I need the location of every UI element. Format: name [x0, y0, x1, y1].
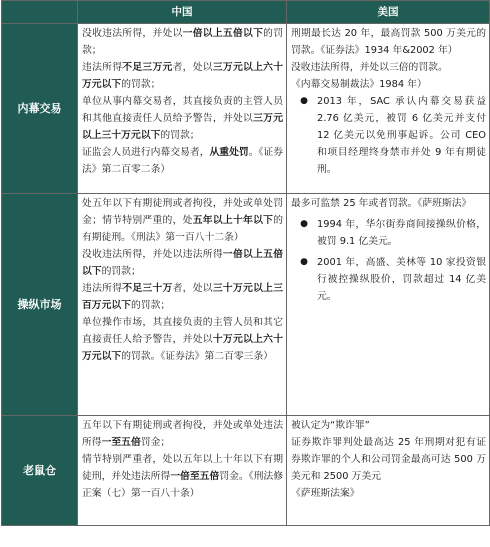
usa-paragraph: 刑期最长达 20 年，最高罚款 500 万美元的罚款。《证券法》1934 年&2002 年）: [291, 28, 486, 56]
china-clause: [82, 59, 283, 93]
usa-paragraph: 《内幕交易制裁法》1984 年）: [291, 79, 427, 90]
china-cell: [78, 194, 287, 416]
usa-paragraph: 最多可监禁 25 年或者罚款。《萨班斯法》: [291, 198, 472, 209]
bold-text: 五年以上十年以下: [192, 215, 274, 226]
china-clause: [82, 280, 283, 314]
bold-text: 三万元以上三十万元以下: [82, 113, 284, 141]
text-segment: 的罚款。《证券法》第二百零三条）: [121, 351, 274, 362]
row-market-manipulation: [2, 194, 490, 416]
usa-paragraph: 证券欺诈罪判处最高达 25 年刑期对犯有证券欺诈罪的个人和公司罚金最高可达 500 万美元和 2500 万美元: [291, 437, 486, 482]
bold-text: 一至五倍: [101, 437, 141, 448]
category-label: 老鼠仓: [2, 416, 78, 526]
bullet-text: 2001 年，高盛、美林等 10 家投资银行被控操纵股价，罚款超过 14 亿美元。: [317, 257, 486, 302]
bold-text: 十万元以上六十万元以下: [82, 334, 284, 362]
usa-cell: [287, 24, 490, 194]
text-segment: 没收违法所得，并处以: [82, 28, 183, 39]
text-segment: 的罚款；: [121, 79, 161, 90]
header-china: 中国: [78, 1, 287, 24]
bullet-text: 2013 年，SAC 承认内幕交易获益 2.76 亿美元，被罚 6 亿美元并支付 12 亿美元以免刑事起诉。公司 CEO 和项目经理终身禁市并处 9 年有期徒刑。: [317, 96, 486, 175]
text-segment: 情节特别严重者，处以五年以上十年以下有期徒刑，并处违法所得: [82, 454, 283, 482]
china-clause: [82, 195, 283, 246]
china-clause: [82, 25, 283, 59]
text-segment: 处五年以下有期徒刑或者拘役，并处或单处罚金；情节特别严重的，处: [82, 198, 283, 226]
china-clause: [82, 451, 283, 502]
header-blank: [2, 1, 78, 24]
usa-bullet-item: [291, 216, 486, 250]
comparison-table: [1, 0, 490, 526]
bullet-text: 1994 年，华尔街券商间接操纵价格，被罚 9.1 亿美元。: [317, 219, 486, 247]
bold-text: 一倍至五倍: [170, 471, 220, 482]
usa-bullet-item: [291, 254, 486, 305]
text-segment: 的罚款；: [130, 300, 171, 311]
usa-bullet-item: [291, 93, 486, 178]
text-segment: 的有期徒刑。《刑法》第一百八十二条）: [82, 215, 284, 243]
text-segment: 违法所得: [82, 62, 123, 73]
bold-text: 三万元以上六十万元以下: [82, 62, 284, 90]
bullet-dot-icon: ●: [300, 219, 308, 229]
bold-text: 不足三万元: [122, 62, 173, 73]
text-segment: 违法所得: [82, 283, 123, 294]
china-clause: [82, 144, 283, 178]
header-usa: 美国: [287, 1, 490, 24]
china-cell: [78, 24, 287, 194]
usa-paragraph: 被认定为“欺诈罪”: [291, 420, 370, 431]
category-label: 操纵市场: [2, 194, 78, 416]
bullet-dot-icon: ●: [300, 96, 308, 106]
text-segment: 没收违法所得，并处以违法所得: [82, 249, 223, 260]
row-insider-trading: [2, 24, 490, 194]
text-segment: 五年以下有期徒刑或者拘役，并处或单处违法所得: [82, 420, 283, 448]
usa-paragraph: 《萨班斯法案》: [291, 488, 360, 499]
bullet-dot-icon: ●: [300, 257, 308, 267]
usa-paragraph: 没收违法所得，并处以三倍的罚款。: [291, 62, 448, 73]
text-segment: 者，处以: [172, 62, 213, 73]
text-segment: 罚金。《刑法修正案（七）第一百八十条）: [82, 471, 284, 499]
china-clause: [82, 417, 283, 451]
row-rat-trading: [2, 416, 490, 526]
china-cell: [78, 416, 287, 526]
usa-cell: [287, 416, 490, 526]
text-segment: 的罚款；: [160, 130, 200, 141]
china-clause: [82, 93, 283, 144]
category-label: 内幕交易: [2, 24, 78, 194]
bold-text: 从重处罚: [209, 147, 249, 158]
china-clause: [82, 314, 283, 365]
bold-text: 不足三十万: [122, 283, 173, 294]
text-segment: 的罚款；: [101, 266, 141, 277]
text-segment: 的罚款；: [82, 28, 284, 56]
bold-text: 一倍以上五倍以下: [182, 28, 264, 39]
text-segment: 。《证券法》第二百零二条）: [82, 147, 283, 175]
text-segment: 单位操作市场，其直接负责的主管人员和其它直接责任人给予警告，并处以: [82, 317, 283, 345]
text-segment: 罚金；: [140, 437, 171, 448]
text-segment: 证监会人员进行内幕交易者，: [82, 147, 210, 158]
text-segment: 者，处以: [172, 283, 213, 294]
usa-cell: [287, 194, 490, 416]
header-row: [2, 1, 490, 24]
text-segment: 单位从事内幕交易者，其直接负责的主管人员和其他直接责任人员给予警告，并处以: [82, 96, 283, 124]
china-clause: [82, 246, 283, 280]
bold-text: 一倍以上五倍以下: [82, 249, 284, 277]
bold-text: 三十万元以上三百万元以下: [82, 283, 284, 311]
